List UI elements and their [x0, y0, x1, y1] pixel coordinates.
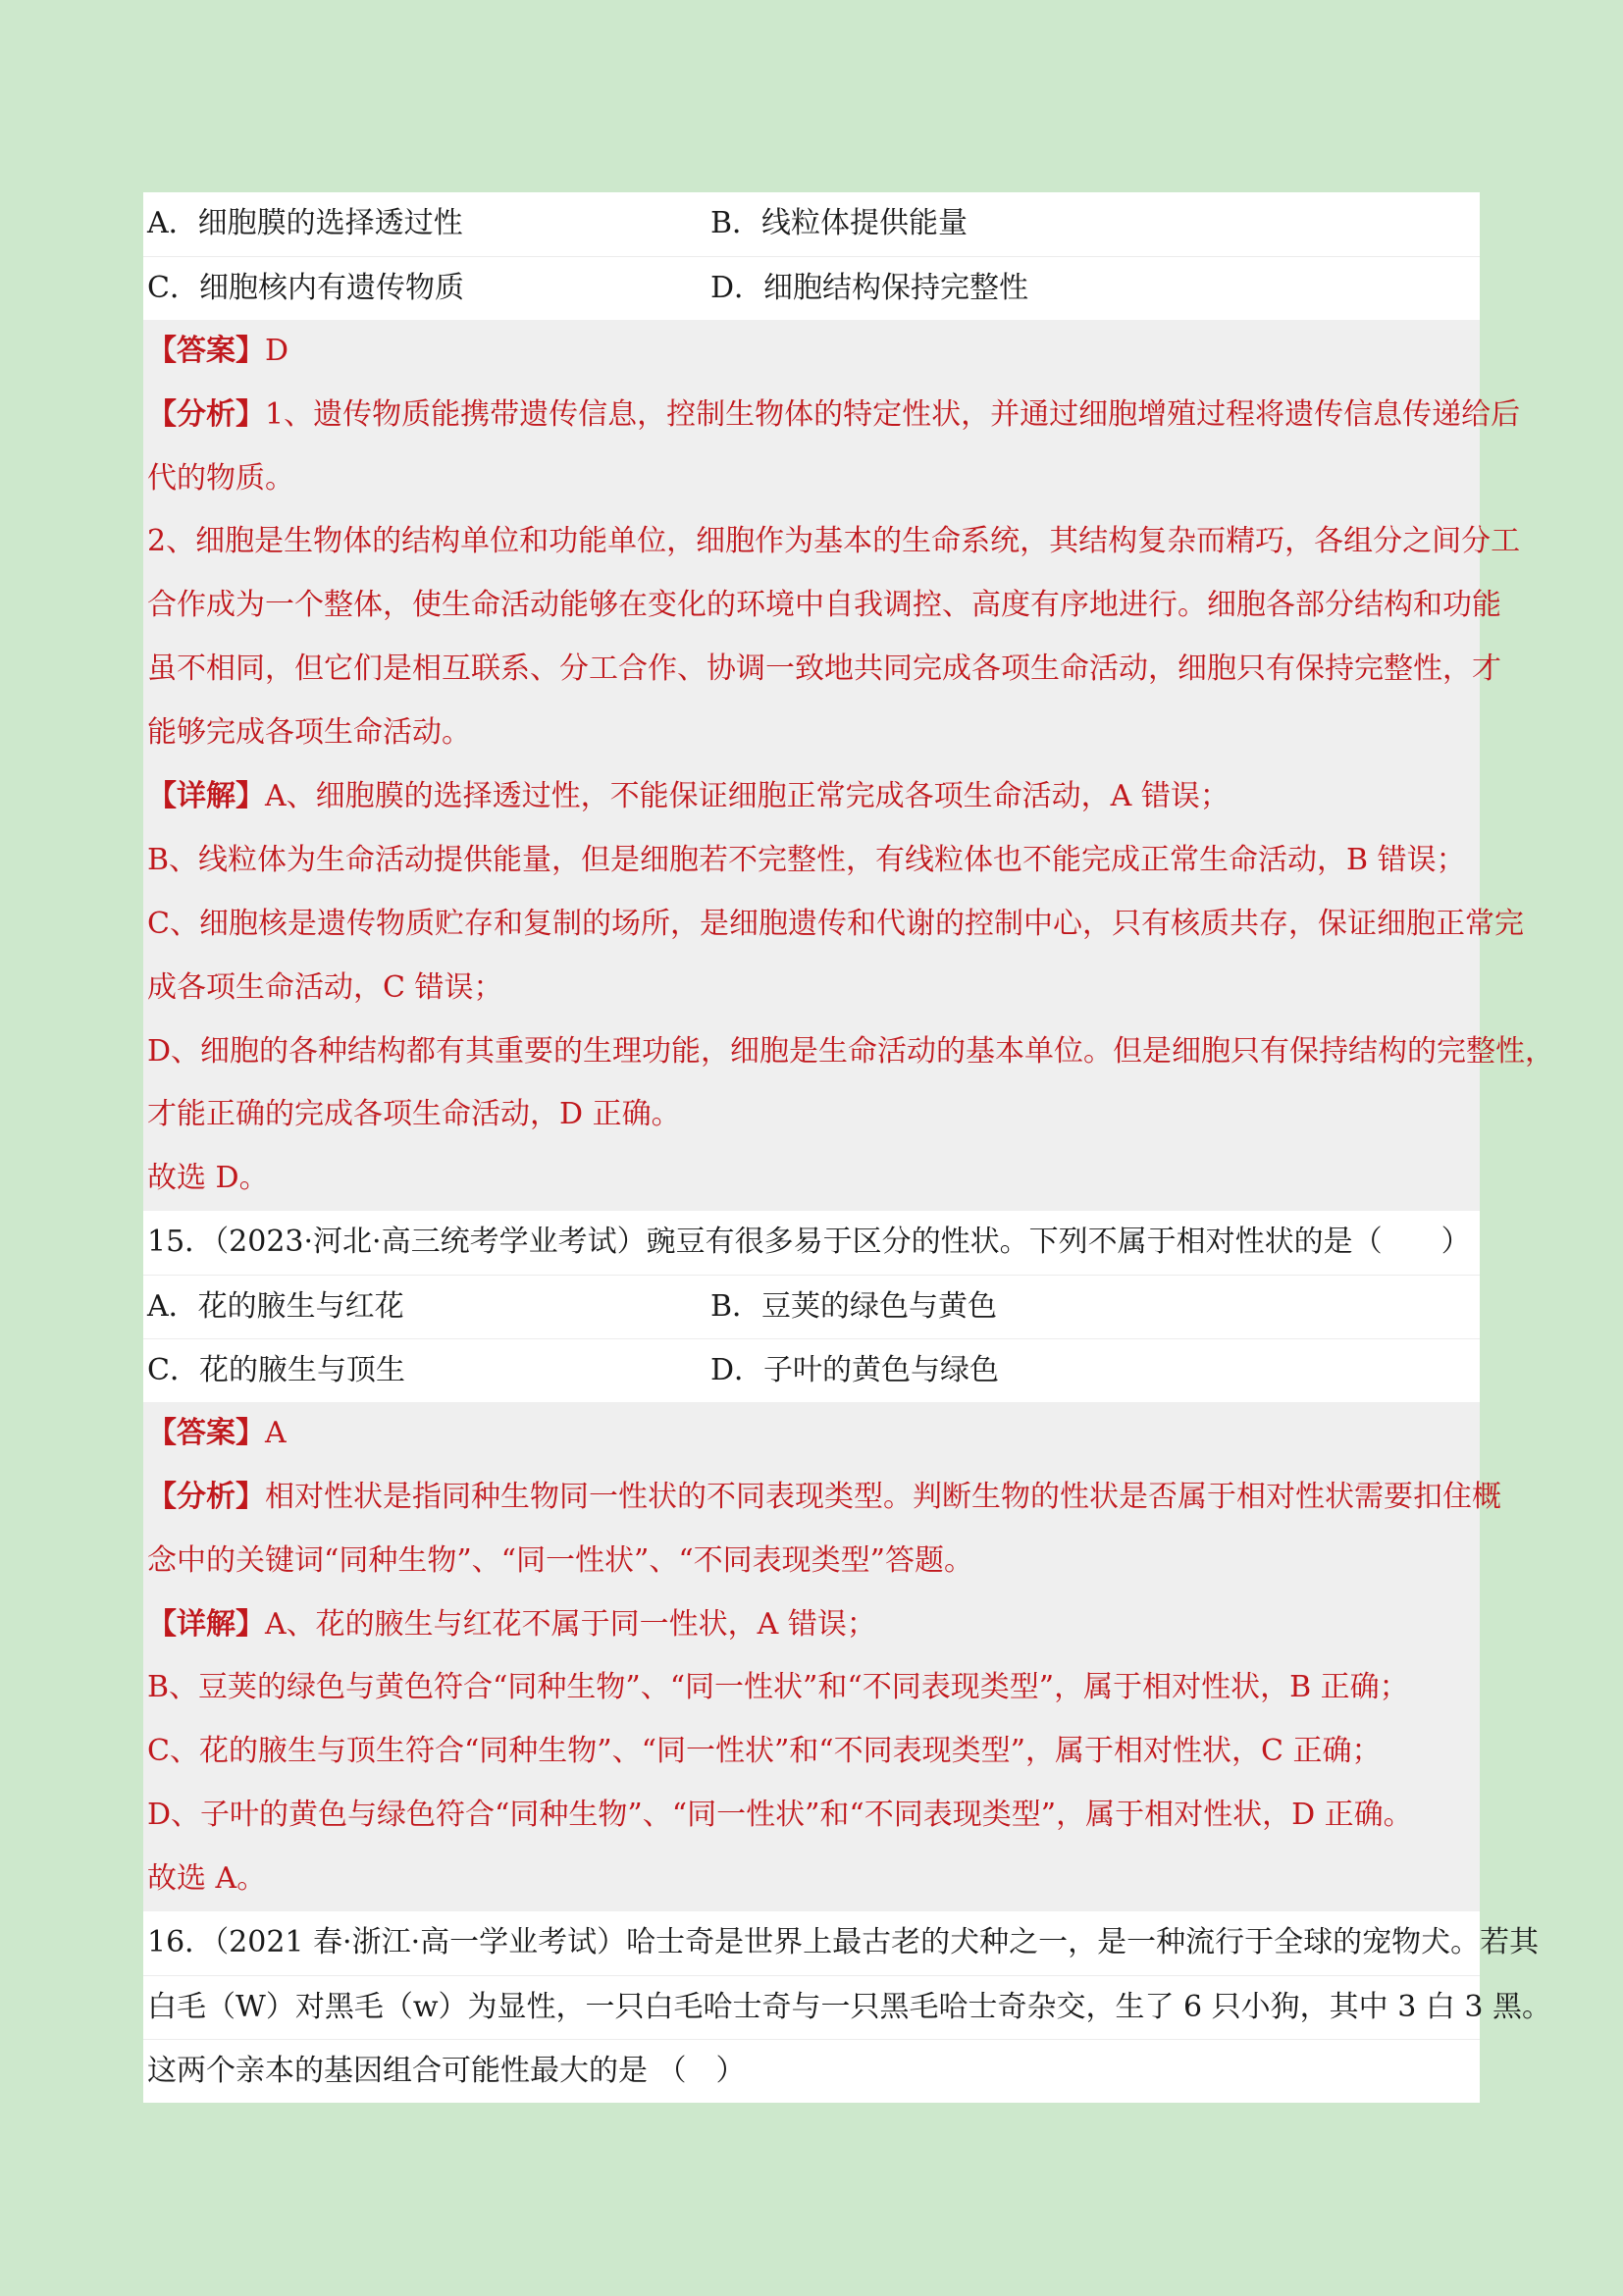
q14-option-a[interactable]: A．细胞膜的选择透过性 [147, 206, 463, 240]
q15-detail-line-2: B、豆荚的绿色与黄色符合“同种生物”、“同一性状”和“不同表现类型”，属于相对性状，B 正确； [143, 1656, 1480, 1720]
q14-analysis-line-4: 合作成为一个整体，使生命活动能够在变化的环境中自我调控、高度有序地进行。细胞各部分结构和功能 [143, 574, 1480, 638]
q15-option-a[interactable]: A．花的腋生与红花 [147, 1289, 404, 1325]
q16-stem-line-1: 16．（2021 春·浙江·高一学业考试）哈士奇是世界上最古老的犬种之一，是一种流行于全球的宠物犬。若其 [143, 1911, 1480, 1975]
analysis-text: 1、遗传物质能携带遗传信息，控制生物体的特定性状，并通过细胞增殖过程将遗传信息传递给后 [265, 396, 1521, 432]
detail-text: A、细胞膜的选择透过性，不能保证细胞正常完成各项生命活动，A 错误； [265, 779, 1230, 814]
q15-answer [143, 1402, 1480, 1466]
q15-option-b[interactable]: B．豆荚的绿色与黄色 [710, 1289, 998, 1325]
q14-detail-line-5: D、细胞的各种结构都有其重要的生理功能，细胞是生命活动的基本单位。但是细胞只有保持结构的完整性， [143, 1020, 1480, 1084]
q15-analysis-line-2: 念中的关键词“同种生物”、“同一性状”、“不同表现类型”答题。 [143, 1530, 1480, 1593]
q15-analysis-line-1 [143, 1466, 1501, 1530]
q14-conclusion: 故选 D。 [143, 1147, 1480, 1211]
q14-detail-line-4: 成各项生命活动，C 错误； [143, 957, 1480, 1020]
answer-tag: 【答案】 [147, 1415, 265, 1450]
q14-options-row-2 [143, 256, 1480, 320]
q14-detail-line-6: 才能正确的完成各项生命活动，D 正确。 [143, 1083, 1480, 1147]
analysis-tag: 【分析】 [147, 396, 265, 432]
analysis-tag: 【分析】 [147, 1479, 265, 1514]
q14-analysis-line-5: 虽不相同，但它们是相互联系、分工合作、协调一致地共同完成各项生命活动，细胞只有保持完整性，才 [143, 638, 1480, 702]
q14-analysis-line-1 [143, 384, 1521, 447]
detail-tag: 【详解】 [147, 779, 265, 814]
q14-analysis-line-3: 2、细胞是生物体的结构单位和功能单位，细胞作为基本的生命系统，其结构复杂而精巧，各组分之间分工 [143, 510, 1480, 574]
answer-value: D [265, 333, 289, 368]
q14-analysis-line-6: 能够完成各项生命活动。 [143, 702, 1480, 765]
q15-detail-line-1 [143, 1593, 1480, 1657]
q15-conclusion: 故选 A。 [143, 1848, 1480, 1911]
q14-option-d[interactable]: D．细胞结构保持完整性 [710, 270, 1029, 305]
q14-option-c[interactable]: C．细胞核内有遗传物质 [147, 270, 464, 305]
q14-detail-line-3: C、细胞核是遗传物质贮存和复制的场所，是细胞遗传和代谢的控制中心，只有核质共存，保证细胞正常完 [143, 893, 1480, 957]
q15-stem: 15．（2023·河北·高三统考学业考试）豌豆有很多易于区分的性状。下列不属于相对性状的是（ ） [143, 1211, 1480, 1275]
q16-stem-line-2: 白毛（W）对黑毛（w）为显性，一只白毛哈士奇与一只黑毛哈士奇杂交，生了 6 只小狗，其中 3 白 3 黑。 [143, 1975, 1480, 2039]
detail-tag: 【详解】 [147, 1606, 265, 1642]
q14-options-row-1 [143, 192, 1480, 256]
q15-options-row-2 [143, 1338, 1480, 1402]
q14-option-b[interactable]: B．线粒体提供能量 [710, 206, 969, 240]
q15-detail-line-4: D、子叶的黄色与绿色符合“同种生物”、“同一性状”和“不同表现类型”，属于相对性状，D 正确。 [143, 1784, 1480, 1848]
document-page [143, 192, 1555, 2103]
q15-option-c[interactable]: C．花的腋生与顶生 [147, 1353, 405, 1388]
answer-value: A [265, 1415, 287, 1450]
q14-analysis-line-2: 代的物质。 [143, 447, 1480, 511]
q14-detail-line-1 [143, 765, 1480, 829]
answer-tag: 【答案】 [147, 333, 265, 368]
q15-options-row-1 [143, 1275, 1480, 1338]
q14-answer [143, 320, 1480, 384]
q16-stem-line-3: 这两个亲本的基因组合可能性最大的是 （ ） [143, 2039, 1480, 2103]
q14-detail-line-2: B、线粒体为生命活动提供能量，但是细胞若不完整性，有线粒体也不能完成正常生命活动，B 错误； [143, 829, 1480, 893]
q15-detail-line-3: C、花的腋生与顶生符合“同种生物”、“同一性状”和“不同表现类型”，属于相对性状，C 正确； [143, 1720, 1480, 1784]
q15-option-d[interactable]: D．子叶的黄色与绿色 [710, 1353, 1000, 1388]
analysis-text: 相对性状是指同种生物同一性状的不同表现类型。判断生物的性状是否属于相对性状需要扣住概 [265, 1479, 1501, 1514]
detail-text: A、花的腋生与红花不属于同一性状，A 错误； [265, 1606, 876, 1642]
